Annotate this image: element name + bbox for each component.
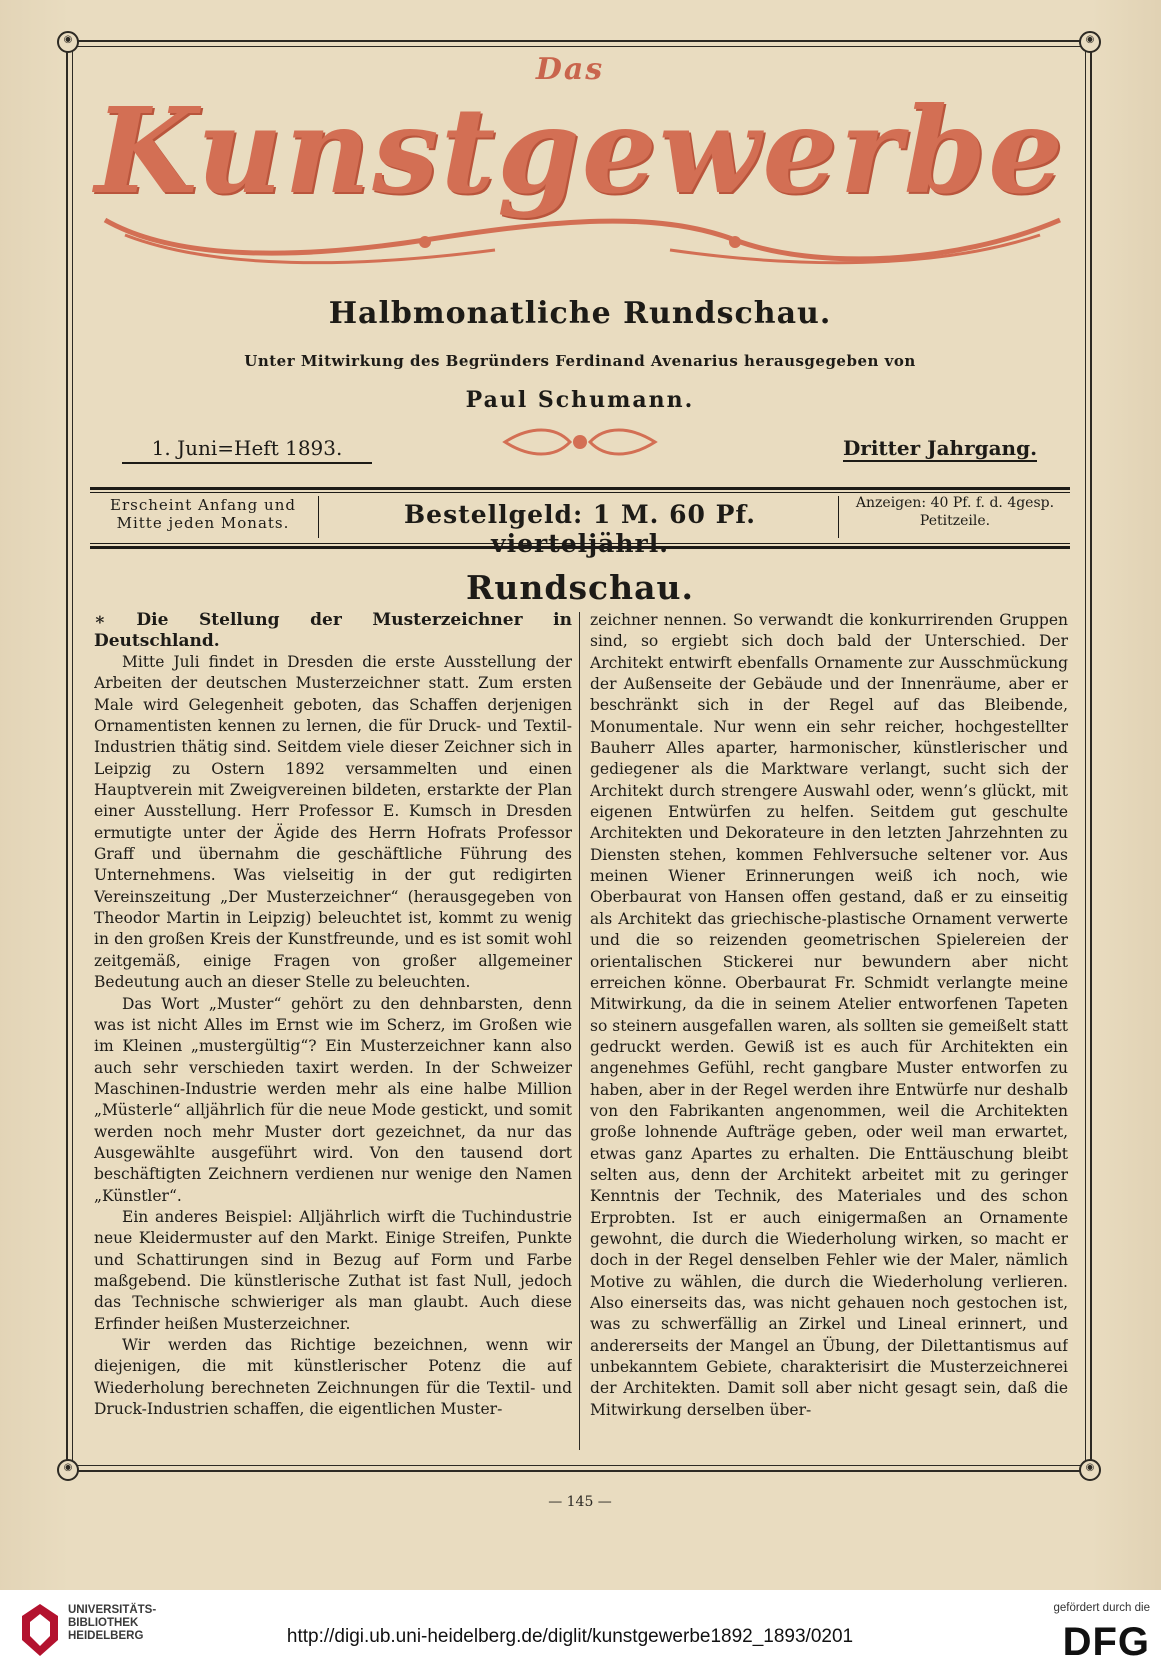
rule-top-thin	[90, 492, 1070, 493]
paragraph: Mitte Juli findet in Dresden die erste Ausstellung der Arbeiten der deutschen Musterzeichner statt. Zum ersten Male wird Gelegenheit geboten, das Schaffen derjenigen Ornamentisten kennen zu lernen, die für Druck- und Textil-Industrien thätig sind. Seitdem viele dieser Zeichner sich in Leipzig zu Ostern 1892 versammelten und einen Hauptverein mit Zweigvereinen bildeten, erstarkte der Plan einer Ausstellung. Herr Professor E. Kumsch in Dresden ermutigte unter der Ägide des Herrn Hofrats Professor Graff und übernahm die geschäftliche Führung des Unternehmens. Was vielseitig in der gut redigirten Vereinszeitung „Der Musterzeichner“ (herausgegeben von Theodor Martin in Leipzig) beleuchtet ist, kommt zu wenig in den großen Kreis der Kunstfreunde, und es ist somit wohl zeitgemäß, einige Fragen von großer allgemeiner Bedeutung auch an dieser Stelle zu beleuchten.	[94, 653, 572, 992]
article-column-right	[590, 610, 1068, 1452]
subtitle: Halbmonatliche Rundschau.	[328, 296, 832, 331]
editor-name: Paul Schumann.	[465, 387, 695, 413]
sponsor-note: gefördert durch die	[1053, 1602, 1150, 1614]
publication-schedule: Erscheint Anfang und Mitte jeden Monats.	[110, 496, 296, 532]
corner-ornament-icon: ◉	[1079, 1459, 1101, 1481]
source-url[interactable]: http://digi.ub.uni-heidelberg.de/diglit/kunstgewerbe1892_1893/0201	[286, 1626, 854, 1647]
corner-ornament-icon: ◉	[57, 31, 79, 53]
article-column-left	[94, 610, 572, 1452]
viewer-footer	[0, 1590, 1161, 1674]
credits-line: Unter Mitwirkung des Begründers Ferdinand Avenarius herausgegeben von	[244, 352, 916, 370]
column-divider	[579, 612, 580, 1450]
corner-ornament-icon: ◉	[1079, 31, 1101, 53]
corner-ornament-icon: ◉	[57, 1459, 79, 1481]
library-name: UNIVERSITÄTS- BIBLIOTHEK HEIDELBERG	[68, 1604, 157, 1642]
paragraph: Wir werden das Richtige bezeichnen, wenn wir diejenigen, die mit künstlerischer Potenz die auf Wiederholung berechneten Zeichnungen für die Textil- und Druck-Industrien schaffen, die eigentlichen Muster-	[94, 1336, 572, 1419]
rule-bottom-thin	[90, 543, 1070, 544]
advertising-rates: Anzeigen: 40 Pf. f. d. 4gesp. Petitzeile.	[855, 495, 1055, 529]
paragraph: zeichner nennen. So verwandt die konkurrirenden Gruppen sind, so ergiebt sich doch bald der Unterschied. Der Architekt entwirft ebenfalls Ornamente zur Ausschmückung der Außenseite der Gebäude und der Innenräume, aber er beschränkt sich in der Regel auf das Bleibende, Monumentale. Nur wenn ein sehr reicher, hochgestellter Bauherr Alles aparter, harmonischer, künstlerischer und gediegener als die Marktware verlangt, sucht sich der Architekt durch strengere Auswahl oder, wenn’s glückt, mit eigenen Entwürfen zu helfen. Seitdem gut geschulte Architekten und Dekorateure in den letzten Jahrzehnten zu Diensten stehen, kommen Fehlversuche seltener vor. Aus meinen Wiener Erinnerungen weiß ich noch, wie Oberbaurat von Hansen offen gestand, daß er zu einseitig als Architekt das griechische-plastische Ornament verwerte und die so reizenden geometrischen Spielereien der orientalischen Stickerei nur bewundern aber nicht erreichen könne. Oberbaurat Fr. Schmidt verlangte meine Mitwirkung, da die in seinem Atelier entworfenen Tapeten so steinern ausgefallen waren, als sollten sie gemeißelt statt gedruckt werden. Gewiß ist es auch für Architekten ein angenehmes Gefühl, recht gangbare Muster entworfen zu haben, aber in der Regel werden ihre Entwürfe nur deshalb von den Fabrikanten angenommen, weil die Architekten große lohnende Aufträge geben, oder weil man erwartet, etwas ganz Apartes zu erhalten. Die Enttäuschung bleibt selten aus, denn der Architekt arbeitet mit zu geringer Kenntnis der Technik, des Materiales und des schon Erprobten. Ist er auch einigermaßen an Ornamente gewohnt, die durch die Wiederholung wirken, so macht er doch in der Regel denselben Fehler wie der Maler, nämlich Motive zu wählen, die durch die Wiederholung verlieren. Also einerseits das, was nicht gehauen noch gestochen ist, was zu schwerfällig an Zirkel und Lineal erinnert, und andererseits der Mangel an Übung, der Dilettantismus auf unbekanntem Gebiete, charakterisirt die Musterzeichnerei der Architekten. Damit soll aber nicht gesagt sein, daß die Mitwirkung derselben über-	[590, 611, 1068, 1419]
masthead-scroll-ornament-icon	[95, 200, 1070, 270]
info-separator	[838, 496, 839, 538]
masthead-article: Das	[535, 52, 605, 87]
info-separator	[318, 496, 319, 538]
paragraph: Das Wort „Muster“ gehört zu den dehnbarsten, denn was ist nicht Alles im Ernst wie im Scherz, im Großen wie im Kleinen „mustergültig“? Ein Musterzeichner kann also auch sehr verschieden taxirt werden. In der Schweizer Maschinen-Industrie werden mehr als eine halbe Million „Müsterle“ alljährlich für die neue Mode gestickt, und somit werden noch mehr Muster dort gezeichnet, da nur das Ausgewählte ausgeführt wird. Von den tausend dort beschäftigten Zeichnern verdienen nur wenige den Namen „Künstler“.	[94, 994, 572, 1205]
divider-ornament-icon	[500, 424, 660, 460]
subscription-price: Bestellgeld: 1 M. 60 Pf.	[404, 500, 756, 529]
paragraph: Ein anderes Beispiel: Alljährlich wirft die Tuchindustrie neue Kleidermuster auf den Markt. Einige Streifen, Punkte und Schattirungen sind in Bezug auf Form und Farbe maßgebend. Die künstlerische Zuthat ist fast Null, jedoch das Technische schwieriger als man glaubt. Auch diese Erfinder heißen Musterzeichner.	[94, 1207, 572, 1333]
section-title: Rundschau.	[465, 568, 694, 607]
masthead-title: Kunstgewerbe	[94, 81, 1066, 220]
volume-label: Dritter Jahrgang.	[842, 436, 1038, 460]
dfg-logo: DFG	[1062, 1620, 1150, 1664]
university-seal-icon	[18, 1600, 62, 1660]
page-number: — 145 —	[548, 1494, 612, 1510]
article-headline: ∗ Die Stellung der Musterzeichner in Deutschland.	[94, 610, 572, 651]
rule-top-thick	[90, 487, 1070, 490]
rule-bottom-thick	[90, 546, 1070, 549]
issue-date: 1. Juni=Heft 1893.	[122, 436, 372, 464]
